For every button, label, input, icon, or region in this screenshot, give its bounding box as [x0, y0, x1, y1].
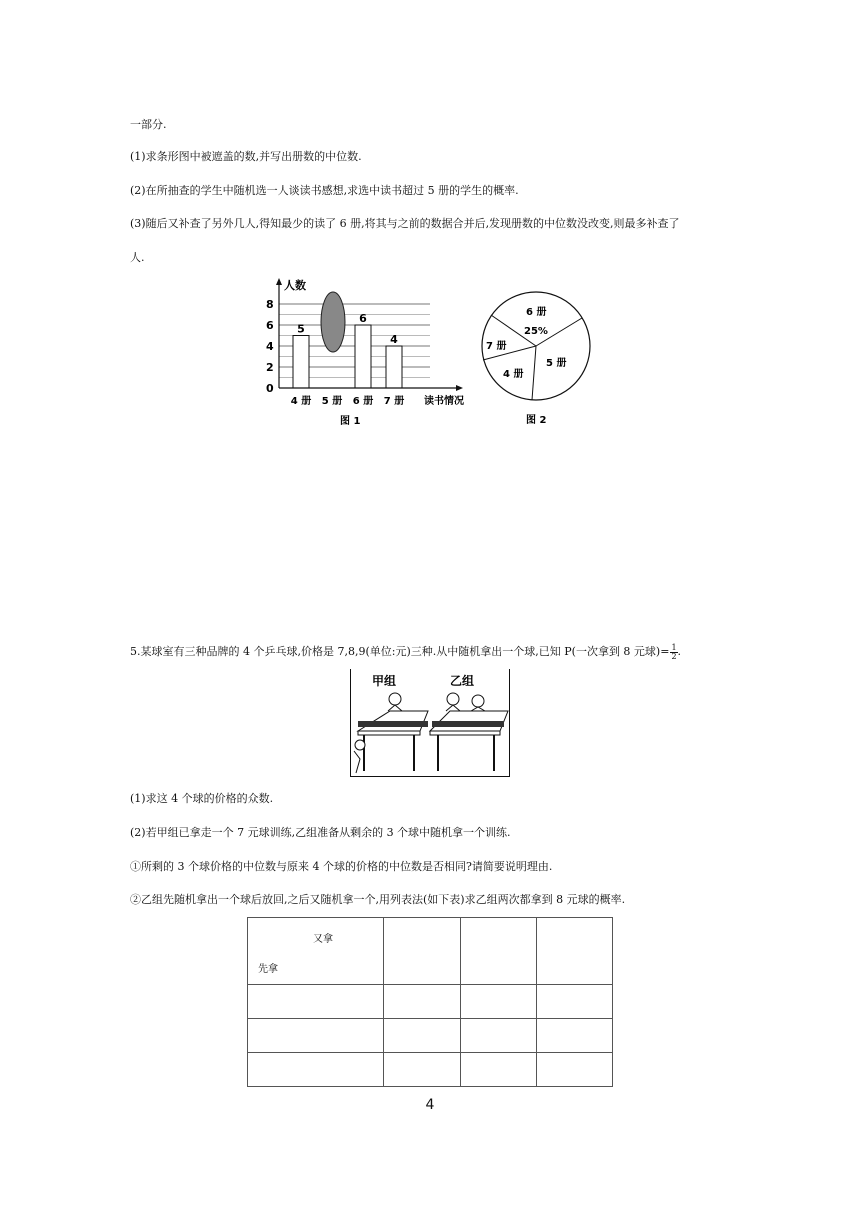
table-cell: [461, 1019, 537, 1053]
table-cell: [537, 985, 613, 1019]
y-tick-labels: [266, 298, 274, 395]
text-line: 一部分.: [130, 118, 167, 131]
table-cell: [384, 918, 461, 985]
bar-value-label: 5: [297, 322, 305, 336]
table-row: [248, 1019, 613, 1053]
y-axis-arrow: [276, 278, 282, 285]
x-tick-label: 4 册: [290, 396, 312, 407]
net-right: [432, 721, 504, 727]
x-tick-label: 7 册: [383, 396, 405, 407]
question-part-3-end: 人.: [130, 251, 145, 264]
table-cell: [537, 1053, 613, 1087]
y-axis-title: 人数: [284, 279, 306, 292]
y-tick-label: 2: [266, 361, 274, 374]
table-cell: [384, 1019, 461, 1053]
table-cell: [461, 918, 537, 985]
table-row: [248, 1053, 613, 1087]
data-labels: [297, 312, 398, 346]
bar-value-label: 4: [390, 333, 398, 346]
x-axis-arrow: [456, 385, 463, 391]
slice-label-4: 4 册: [503, 369, 524, 380]
net-left: [358, 721, 428, 727]
pie-chart-figure: [476, 290, 596, 430]
header-first-draw: 先拿: [258, 964, 278, 975]
y-tick-label: 4: [266, 340, 274, 353]
table-cell: [248, 1053, 384, 1087]
header-second-draw: 又拿: [313, 934, 333, 945]
figure-1-caption: 图 1: [340, 416, 361, 427]
bar-chart-figure: [260, 272, 480, 432]
table-cell: [384, 985, 461, 1019]
x-axis-title: 读书情况: [424, 396, 464, 407]
x-tick-label: 5 册: [321, 396, 343, 407]
page-number: 4: [425, 1097, 435, 1113]
question-5-part-2-a: ①所剩的 3 个球价格的中位数与原来 4 个球的价格的中位数是否相同?请简要说明理由.: [130, 860, 553, 873]
figure-2-caption: 图 2: [526, 415, 547, 426]
slice-label-7: 7 册: [486, 341, 507, 352]
table-cell: [461, 1053, 537, 1087]
ping-pong-illustration: [350, 669, 510, 777]
table-cell: [537, 918, 613, 985]
x-tick-label: 6 册: [352, 396, 374, 407]
question-5-part-2: (2)若甲组已拿走一个 7 元球训练,乙组准备从剩余的 3 个球中随机拿一个训练.: [130, 826, 511, 839]
cover-oval: [321, 292, 345, 352]
table-cell: [537, 1019, 613, 1053]
y-tick-label: 0: [266, 382, 274, 395]
question-5: 5.某球室有三种品牌的 4 个乒乓球,价格是 7,8,9(单位:元)三种.从中随机拿出一个球,已知 P(一次拿到 8 元球)= $\frac{1}{2}$ .: [130, 642, 682, 661]
table-row: [248, 985, 613, 1019]
question-part-3: (3)随后又补查了另外几人,得知最少的读了 6 册,将其与之前的数据合并后,发现册数的中位数没改变,则最多补查了: [130, 217, 680, 230]
table-row: [248, 918, 613, 985]
probability-table: [247, 917, 613, 1087]
bar: [293, 336, 309, 389]
table-cell: [384, 1053, 461, 1087]
slice-sub-6: 25%: [524, 326, 548, 337]
table-cell: [248, 985, 384, 1019]
bar: [355, 325, 371, 388]
table-cell: [248, 1019, 384, 1053]
question-part-1: (1)求条形图中被遮盖的数,并写出册数的中位数.: [130, 150, 362, 163]
question-part-2: (2)在所抽查的学生中随机选一人谈读书感想,求选中读书超过 5 册的学生的概率.: [130, 184, 519, 197]
y-tick-label: 8: [266, 298, 274, 311]
table-cell: [461, 985, 537, 1019]
y-tick-label: 6: [266, 319, 274, 332]
slice-label-5: 5 册: [546, 358, 567, 369]
question-5-part-2-b: ②乙组先随机拿出一个球后放回,之后又随机拿一个,用列表法(如下表)求乙组两次都拿到 8 元球的概率.: [130, 893, 626, 906]
group-a-label: 甲组: [372, 674, 397, 688]
slice-label-6: 6 册: [526, 307, 547, 318]
x-tick-labels: [291, 394, 404, 407]
bar: [386, 346, 402, 388]
bar-value-label: 6: [359, 312, 367, 325]
fraction-one-half: $\frac{1}{2}$: [671, 642, 677, 661]
group-b-label: 乙组: [450, 674, 475, 688]
question-5-part-1: (1)求这 4 个球的价格的众数.: [130, 792, 274, 805]
table-header-cell: [248, 918, 384, 985]
